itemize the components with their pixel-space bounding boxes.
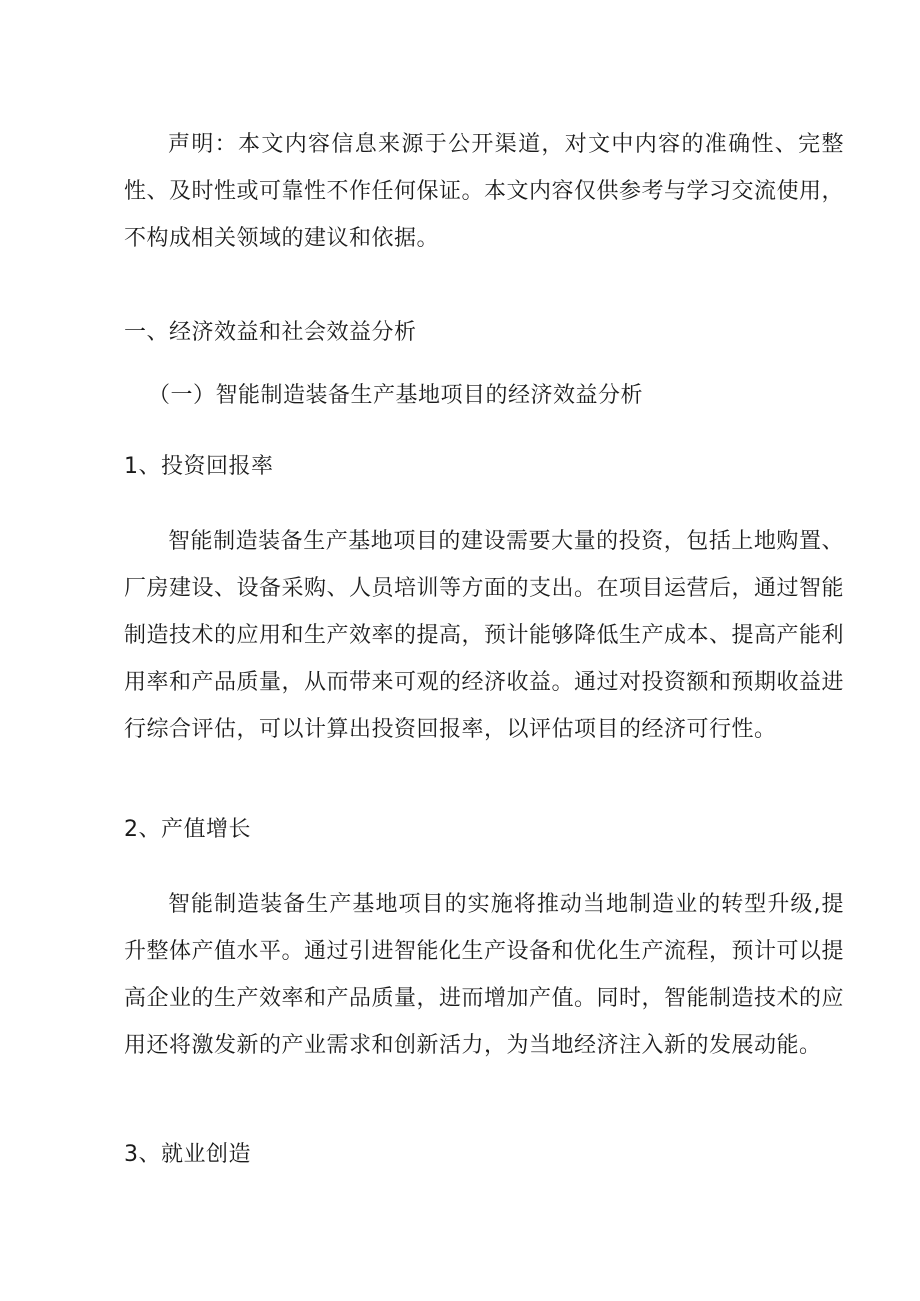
item-title-employment: 3、就业创造 — [124, 1142, 251, 1167]
item-body-output-growth: 智能制造装备生产基地项目的实施将推动当地制造业的转型升级,提升整体产值水平。通过引进智能化生产设备和优化生产流程，预计可以提高企业的生产效率和产品质量，进而增加产值。同时，智能制造技术的应用还将激发新的产业需求和创新活力，为当地经济注入新的发展动能。 — [124, 892, 845, 1058]
item-title-roi: 1、投资回报率 — [124, 454, 274, 479]
item-title-output-growth: 2、产值增长 — [124, 817, 251, 842]
section-title: 一、经济效益和社会效益分析 — [124, 320, 417, 345]
disclaimer-paragraph: 声明：本文内容信息来源于公开渠道，对文中内容的准确性、完整性、及时性或可靠性不作任何保证。本文内容仅供参考与学习交流使用，不构成相关领域的建议和依据。 — [124, 132, 845, 251]
subsection-title: （一）智能制造装备生产基地项目的经济效益分析 — [148, 383, 644, 408]
item-body-roi: 智能制造装备生产基地项目的建设需要大量的投资，包括上地购置、厂房建设、设备采购、人员培训等方面的支出。在项目运营后，通过智能制造技术的应用和生产效率的提高，预计能够降低生产成本、提高产能利用率和产品质量，从而带来可观的经济收益。通过对投资额和预期收益进行综合评估，可以计算出投资回报率，以评估项目的经济可行性。 — [124, 529, 845, 742]
